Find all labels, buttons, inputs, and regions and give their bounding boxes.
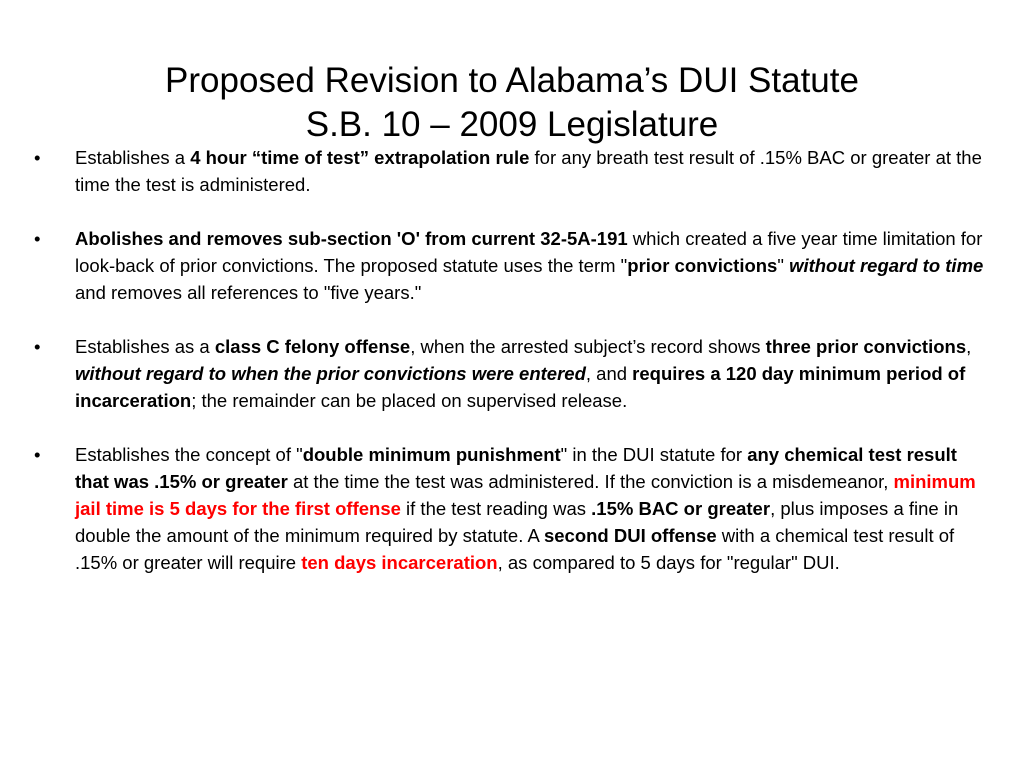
bullet-text: if the test reading was [400, 498, 592, 519]
bullet-mark: • [34, 444, 41, 465]
bullet-text: , when the arrested subject’s record shows [410, 336, 766, 357]
bullet-text: , as compared to 5 days for "regular" DUI. [497, 552, 840, 573]
bullet-text: Establishes a [75, 147, 191, 168]
bullet-text-bold: double minimum punishment [302, 444, 561, 465]
bullet-text-bold-italic: without regard to time [789, 255, 984, 276]
bullet-text: ; the remainder can be placed on supervised release. [191, 390, 628, 411]
bullet-text-bold: second DUI offense [543, 525, 717, 546]
bullet-text-bold: class C felony offense [214, 336, 411, 357]
bullet-text: , [966, 336, 972, 357]
bullet-text-bold: three prior convictions [765, 336, 967, 357]
slide-title-line-2: S.B. 10 – 2009 Legislature [305, 105, 719, 145]
bullet-text-bold: prior convictions [627, 255, 778, 276]
bullet-text: at the time the test was administered. If the conviction is a misdemeanor, [287, 471, 894, 492]
bullet-text-bold: .15% BAC or greater [591, 498, 771, 519]
bullet-item-lookback-removal [28, 225, 988, 306]
bullet-text-red-highlight: ten days incarceration [301, 552, 498, 573]
bullet-text: and removes all references to "five years." [75, 282, 422, 303]
bullet-mark: • [34, 228, 41, 249]
bullet-text-bold: any chemical test result that was .15% or greater [75, 444, 957, 492]
bullet-text-bold-italic: without regard to when the prior convictions were entered [75, 363, 586, 384]
bullet-text-red-highlight: minimum jail time is 5 days for the first offense [75, 471, 976, 519]
bullet-mark: • [34, 336, 41, 357]
bullet-text: with a chemical test result of .15% or greater will require [75, 525, 955, 573]
slide-title-line-1: Proposed Revision to Alabama’s DUI Statute [165, 61, 859, 101]
bullet-item-extrapolation-rule [28, 144, 988, 198]
slide-title [0, 59, 1024, 147]
bullet-text: , plus imposes a fine in double the amount of the minimum required by statute. A [75, 498, 959, 546]
bullet-text-bold: Abolishes and removes sub-section 'O' from current 32-5A-191 [75, 228, 628, 249]
bullet-text: Establishes the concept of " [75, 444, 303, 465]
bullet-mark: • [34, 147, 41, 168]
bullet-item-double-minimum-punishment [28, 441, 988, 576]
bullet-list [28, 144, 988, 603]
bullet-text: for any breath test result of .15% BAC or greater at the time the test is administered. [75, 147, 982, 195]
bullet-text: Establishes as a [75, 336, 215, 357]
bullet-text: , and [585, 363, 633, 384]
bullet-text-bold: requires a 120 day minimum period of incarceration [75, 363, 966, 411]
bullet-text: " [777, 255, 790, 276]
bullet-text-bold: 4 hour “time of test” extrapolation rule [190, 147, 530, 168]
bullet-text: " in the DUI statute for [560, 444, 748, 465]
bullet-text: which created a five year time limitation for look-back of prior convictions. The proposed statute uses the term " [75, 228, 983, 276]
bullet-item-class-c-felony [28, 333, 988, 414]
